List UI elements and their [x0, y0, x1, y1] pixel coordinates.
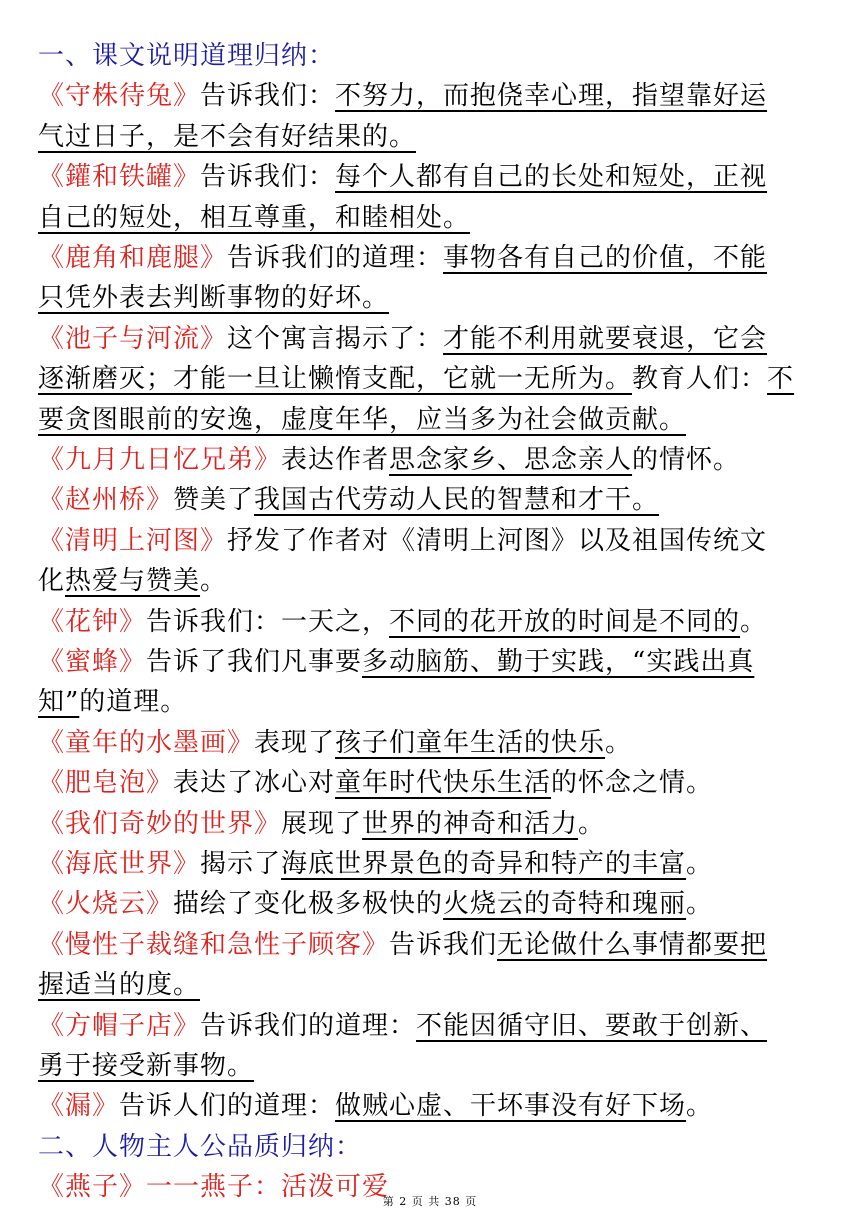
- lesson-title: 《漏》: [38, 1091, 120, 1122]
- text-run: 告诉我们：一天之，: [146, 606, 390, 637]
- text-line: [38, 238, 828, 278]
- text-line: [38, 925, 828, 965]
- lesson-title: 《守株待兔》: [38, 81, 201, 112]
- text-line: [38, 1046, 828, 1086]
- key-point: 无论做什么事情都要把: [497, 929, 768, 960]
- text-line: [38, 278, 828, 318]
- text-run: 告诉人们的道理：: [119, 1091, 336, 1122]
- key-point: 只凭外表去判断事物的好坏。: [38, 283, 390, 314]
- key-point: 气过日子，是不会有好结果的。: [38, 121, 417, 152]
- lesson-title: 《鹿角和鹿腿》: [38, 243, 228, 273]
- text-line: [38, 117, 828, 157]
- lesson-title: 《海底世界》: [38, 849, 201, 879]
- text-line: [38, 76, 828, 116]
- lesson-title: 《花钟》: [38, 606, 147, 637]
- text-run: 。: [686, 1091, 714, 1122]
- text-run: 化: [38, 566, 66, 597]
- key-point: 不努力，而抱侥幸心理，指望靠好运: [335, 81, 768, 112]
- key-point: 每个人都有自己的长处和短处，正视: [335, 162, 768, 193]
- key-point: 思念家乡、思念亲人: [389, 445, 633, 475]
- text-run: 告诉我们：: [200, 162, 336, 193]
- key-point: 我国古代劳动人民的智慧和才干。: [254, 485, 660, 516]
- lesson-title: 《赵州桥》: [38, 485, 174, 516]
- key-point: 做贼心虚、干坏事没有好下场: [335, 1091, 687, 1122]
- text-line: [38, 844, 828, 884]
- text-line: [38, 763, 828, 803]
- text-run: 。: [578, 808, 606, 839]
- text-line: [38, 480, 828, 520]
- text-run: 的怀念之情。: [551, 768, 714, 799]
- key-point: 逐渐磨灭；才能一旦让懒惰支配，它就一无所为。: [38, 364, 633, 395]
- lesson-title: 《池子与河流》: [38, 323, 228, 354]
- key-point: 才能不利用就要衰退，它会: [443, 323, 768, 354]
- key-point: 不同的花开放的时间是不同的: [389, 606, 741, 637]
- lesson-title: 《我们奇妙的世界》: [38, 808, 282, 839]
- text-run: 告诉了我们凡事要: [146, 647, 363, 677]
- text-line: [38, 804, 828, 844]
- text-run: 表达作者: [281, 445, 390, 475]
- text-run: 。: [740, 606, 768, 637]
- key-point: 握适当的度。: [38, 970, 201, 1001]
- lesson-title: 《鑵和铁罐》: [38, 162, 201, 193]
- key-point: 知”: [38, 687, 80, 718]
- key-point: 火烧云的奇特和瑰丽: [443, 889, 687, 920]
- text-line: [38, 884, 828, 924]
- key-point: 事物各有自己的价值，不能: [443, 243, 768, 273]
- text-run: 描绘了变化极多极快的: [173, 889, 444, 920]
- text-line: [38, 682, 828, 722]
- text-run: 二、人物主人公品质归纳：: [38, 1131, 363, 1162]
- text-run: 。: [200, 566, 228, 597]
- lesson-title: 《火烧云》: [38, 889, 174, 920]
- text-run: 。: [686, 889, 714, 920]
- text-run: 告诉我们: [389, 929, 498, 960]
- text-run: 一、课文说明道理归纳：: [38, 41, 336, 71]
- text-line: [38, 642, 828, 682]
- text-run: 告诉我们的道理：: [200, 1010, 417, 1041]
- text-line: [38, 157, 828, 197]
- text-run: 赞美了: [173, 485, 255, 516]
- text-run: 教育人们：: [632, 364, 768, 395]
- page-footer: 第 2 页 共 38 页: [382, 1195, 478, 1208]
- text-run: 。: [686, 849, 714, 879]
- section-heading: [38, 1127, 828, 1167]
- lesson-title: 《九月九日忆兄弟》: [38, 445, 282, 475]
- text-line: [38, 1086, 828, 1126]
- text-line: [38, 198, 828, 238]
- text-run: 告诉我们的道理：: [227, 243, 444, 273]
- lesson-title: 《燕子》一一燕子：活泼可爱: [38, 1172, 390, 1203]
- key-point: 世界的神奇和活力: [362, 808, 579, 839]
- key-point: 不能因循守旧、要敢于创新、: [416, 1010, 768, 1041]
- lesson-title: 《肥皂泡》: [38, 768, 174, 799]
- lesson-title: 《方帽子店》: [38, 1010, 201, 1041]
- key-point: 不: [767, 364, 795, 395]
- text-run: 表达了冰心对: [173, 768, 336, 799]
- text-line: [38, 319, 828, 359]
- key-point: 海底世界景色的奇异和特产的丰富: [281, 849, 687, 879]
- text-run: 表现了: [254, 727, 336, 758]
- text-line: [38, 965, 828, 1005]
- text-run: 告诉我们：: [200, 81, 336, 112]
- text-run: 抒发了作者对《清明上河图》以及祖国传统文: [227, 525, 768, 556]
- text-line: [38, 561, 828, 601]
- text-line: [38, 521, 828, 561]
- key-point: 勇于接受新事物。: [38, 1051, 255, 1081]
- key-point: 要贪图眼前的安逸，虚度年华，应当多为社会做贡献。: [38, 404, 687, 435]
- text-run: 的情怀。: [632, 445, 741, 475]
- lesson-title: 《慢性子裁缝和急性子顾客》: [38, 929, 390, 960]
- text-run: 展现了: [281, 808, 363, 839]
- text-line: [38, 359, 828, 399]
- text-line: [38, 723, 828, 763]
- text-line: [38, 1006, 828, 1046]
- section-heading: [38, 36, 828, 76]
- key-point: 自己的短处，相互尊重，和睦相处。: [38, 202, 471, 233]
- text-run: 这个寓言揭示了：: [227, 323, 444, 354]
- text-run: 。: [605, 727, 633, 758]
- text-line: [38, 602, 828, 642]
- text-run: 的道理。: [79, 687, 188, 718]
- text-line: [38, 400, 828, 440]
- text-line: [38, 440, 828, 480]
- key-point: 孩子们童年生活的快乐: [335, 727, 606, 758]
- key-point: 多动脑筋、勤于实践，“实践出真: [362, 647, 755, 677]
- lesson-title: 《清明上河图》: [38, 525, 228, 556]
- lesson-title: 《童年的水墨画》: [38, 727, 255, 758]
- text-run: 揭示了: [200, 849, 282, 879]
- key-point: 热爱与赞美: [65, 566, 201, 597]
- lesson-title: 《蜜蜂》: [38, 647, 147, 677]
- key-point: 童年时代快乐生活: [335, 768, 552, 799]
